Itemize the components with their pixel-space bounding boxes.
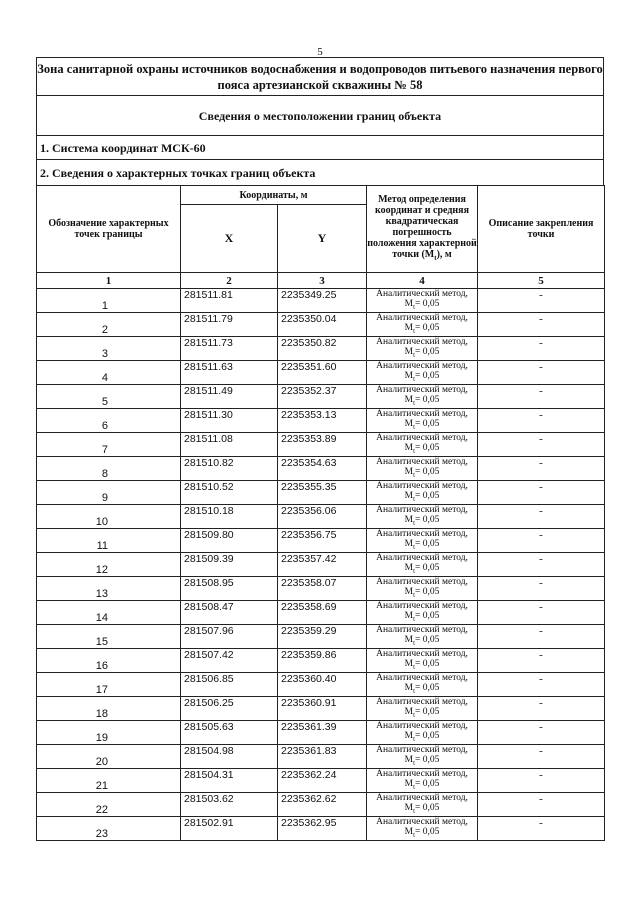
point-id: 13 [37,577,181,601]
table-row [37,625,605,649]
coord-y: 2235353.89 [278,433,367,457]
coord-y: 2235359.86 [278,649,367,673]
method-cell: Аналитический метод, $M_t= 0,05$ [367,505,478,529]
description-cell: - [478,697,605,721]
table-row [37,289,605,313]
header-x: X [181,205,278,273]
table-row [37,361,605,385]
description-cell: - [478,553,605,577]
coord-y: 2235353.13 [278,409,367,433]
header-method: Метод определения координат и средняя квадратическая погрешность положения характерной точки $(M_t)$, м [367,186,478,273]
method-cell: Аналитический метод, $M_t= 0,05$ [367,481,478,505]
table-row [37,505,605,529]
document-title: Зона санитарной охраны источников водоснабжения и водопроводов питьевого назначения первого пояса артезианской скважины № 58 [36,57,604,95]
point-id: 7 [37,433,181,457]
method-cell: Аналитический метод, $M_t= 0,05$ [367,817,478,841]
description-cell: - [478,313,605,337]
table-row [37,385,605,409]
page-number: 5 [317,46,323,58]
point-id: 19 [37,721,181,745]
point-id: 14 [37,601,181,625]
coord-x: 281511.63 [181,361,278,385]
point-id: 23 [37,817,181,841]
point-id: 20 [37,745,181,769]
description-cell: - [478,577,605,601]
coord-x: 281511.30 [181,409,278,433]
method-cell: Аналитический метод, $M_t= 0,05$ [367,649,478,673]
header-description: Описание закрепления точки [478,186,605,273]
description-cell: - [478,409,605,433]
method-cell: Аналитический метод, $M_t= 0,05$ [367,361,478,385]
coord-x: 281505.63 [181,721,278,745]
point-id: 5 [37,385,181,409]
coord-x: 281506.25 [181,697,278,721]
coord-x: 281507.96 [181,625,278,649]
method-cell: Аналитический метод, $M_t= 0,05$ [367,577,478,601]
method-cell: Аналитический метод, $M_t= 0,05$ [367,409,478,433]
coord-x: 281511.81 [181,289,278,313]
coord-y: 2235357.42 [278,553,367,577]
point-id: 12 [37,553,181,577]
method-cell: Аналитический метод, $M_t= 0,05$ [367,601,478,625]
coord-y: 2235352.37 [278,385,367,409]
coord-y: 2235358.69 [278,601,367,625]
table-row [37,409,605,433]
description-cell: - [478,289,605,313]
method-cell: Аналитический метод, $M_t= 0,05$ [367,385,478,409]
point-id: 15 [37,625,181,649]
coord-x: 281504.31 [181,769,278,793]
description-cell: - [478,793,605,817]
coord-x: 281509.80 [181,529,278,553]
method-cell: Аналитический метод, $M_t= 0,05$ [367,625,478,649]
method-cell: Аналитический метод, $M_t= 0,05$ [367,793,478,817]
coord-x: 281509.39 [181,553,278,577]
column-number: 3 [278,273,367,289]
description-cell: - [478,505,605,529]
header-point-id: Обозначение характерных точек границы [37,186,181,273]
description-cell: - [478,673,605,697]
description-cell: - [478,745,605,769]
coord-y: 2235359.29 [278,625,367,649]
coord-y: 2235350.04 [278,313,367,337]
description-cell: - [478,625,605,649]
point-id: 3 [37,337,181,361]
point-id: 10 [37,505,181,529]
point-id: 21 [37,769,181,793]
coord-x: 281511.79 [181,313,278,337]
header-y: Y [278,205,367,273]
table-row [37,649,605,673]
description-cell: - [478,361,605,385]
coord-x: 281504.98 [181,745,278,769]
coord-x: 281510.18 [181,505,278,529]
coordinate-system: 1. Система координат МСК-60 [36,135,604,159]
point-id: 17 [37,673,181,697]
method-cell: Аналитический метод, $M_t= 0,05$ [367,745,478,769]
table-row [37,817,605,841]
coord-y: 2235358.07 [278,577,367,601]
points-title: 2. Сведения о характерных точках границ объекта [36,159,604,185]
description-cell: - [478,817,605,841]
table-row [37,481,605,505]
coord-x: 281508.47 [181,601,278,625]
description-cell: - [478,481,605,505]
point-id: 22 [37,793,181,817]
method-cell: Аналитический метод, $M_t= 0,05$ [367,529,478,553]
column-number: 2 [181,273,278,289]
method-cell: Аналитический метод, $M_t= 0,05$ [367,553,478,577]
table-row [37,553,605,577]
coord-y: 2235360.91 [278,697,367,721]
method-cell: Аналитический метод, $M_t= 0,05$ [367,697,478,721]
table-row [37,337,605,361]
coord-x: 281507.42 [181,649,278,673]
point-id: 4 [37,361,181,385]
coord-y: 2235362.24 [278,769,367,793]
method-cell: Аналитический метод, $M_t= 0,05$ [367,289,478,313]
coord-y: 2235361.39 [278,721,367,745]
section-title: Сведения о местоположении границ объекта [36,95,604,135]
table-row [37,697,605,721]
coord-y: 2235351.60 [278,361,367,385]
table-row [37,721,605,745]
method-cell: Аналитический метод, $M_t= 0,05$ [367,337,478,361]
coord-x: 281510.52 [181,481,278,505]
method-cell: Аналитический метод, $M_t= 0,05$ [367,673,478,697]
coord-x: 281502.91 [181,817,278,841]
coord-x: 281511.73 [181,337,278,361]
coord-x: 281503.62 [181,793,278,817]
method-cell: Аналитический метод, $M_t= 0,05$ [367,457,478,481]
document-body [36,57,604,841]
point-id: 1 [37,289,181,313]
coord-y: 2235355.35 [278,481,367,505]
table-row [37,673,605,697]
coord-y: 2235356.06 [278,505,367,529]
method-cell: Аналитический метод, $M_t= 0,05$ [367,313,478,337]
description-cell: - [478,433,605,457]
table-row [37,457,605,481]
point-id: 18 [37,697,181,721]
description-cell: - [478,721,605,745]
coord-x: 281510.82 [181,457,278,481]
table-row [37,793,605,817]
coord-y: 2235361.83 [278,745,367,769]
table-row [37,313,605,337]
point-id: 16 [37,649,181,673]
coord-x: 281508.95 [181,577,278,601]
method-cell: Аналитический метод, $M_t= 0,05$ [367,769,478,793]
point-id: 2 [37,313,181,337]
table-row [37,601,605,625]
coord-x: 281506.85 [181,673,278,697]
description-cell: - [478,337,605,361]
table-row [37,529,605,553]
description-cell: - [478,529,605,553]
coord-x: 281511.49 [181,385,278,409]
coord-y: 2235354.63 [278,457,367,481]
method-cell: Аналитический метод, $M_t= 0,05$ [367,433,478,457]
table-row [37,769,605,793]
points-table [36,185,605,841]
coord-y: 2235356.75 [278,529,367,553]
point-id: 9 [37,481,181,505]
coord-y: 2235360.40 [278,673,367,697]
point-id: 6 [37,409,181,433]
table-row [37,745,605,769]
coord-y: 2235350.82 [278,337,367,361]
description-cell: - [478,769,605,793]
description-cell: - [478,457,605,481]
coord-y: 2235362.95 [278,817,367,841]
method-cell: Аналитический метод, $M_t= 0,05$ [367,721,478,745]
coord-y: 2235362.62 [278,793,367,817]
table-row [37,433,605,457]
column-number: 4 [367,273,478,289]
column-number: 5 [478,273,605,289]
column-number: 1 [37,273,181,289]
point-id: 8 [37,457,181,481]
header-coordinates: Координаты, м [181,186,367,205]
coord-x: 281511.08 [181,433,278,457]
column-numbers-row [37,273,605,289]
coord-y: 2235349.25 [278,289,367,313]
description-cell: - [478,601,605,625]
description-cell: - [478,649,605,673]
point-id: 11 [37,529,181,553]
table-row [37,577,605,601]
description-cell: - [478,385,605,409]
